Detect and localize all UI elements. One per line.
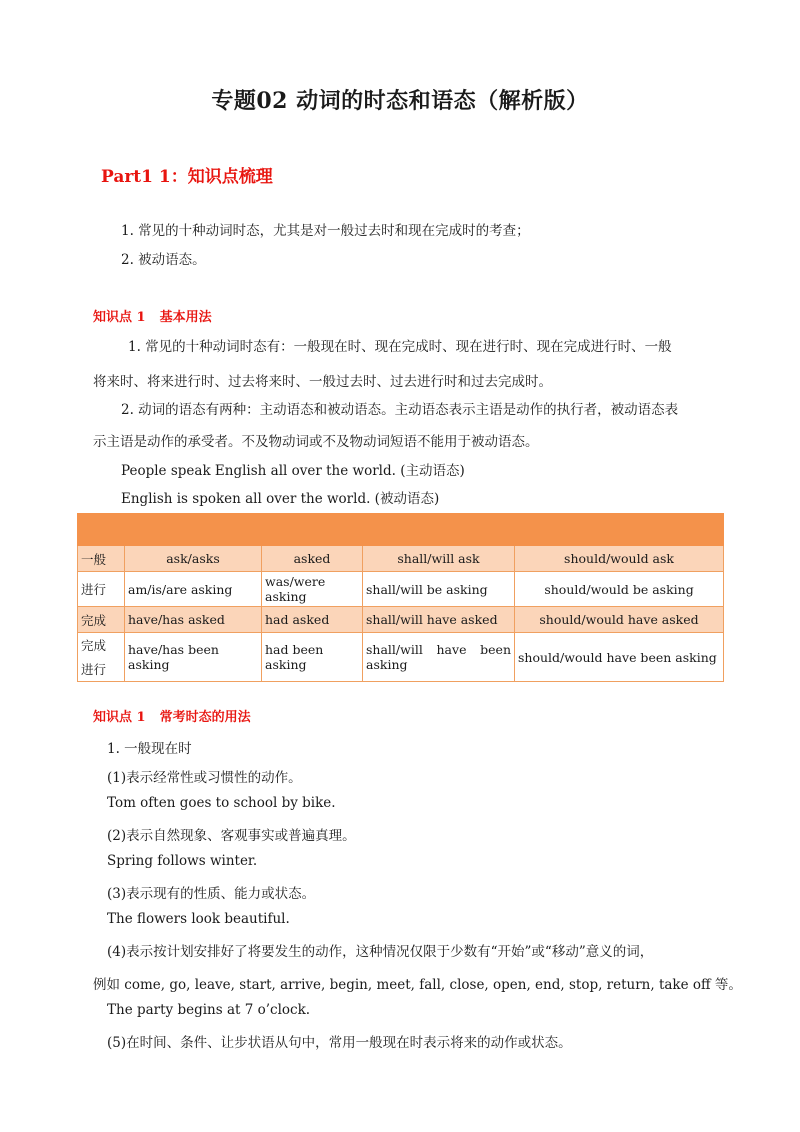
usage-line: The party begins at 7 o’clock. xyxy=(107,1002,311,1018)
table-cell: should/would be asking xyxy=(515,572,724,607)
table-row xyxy=(78,633,724,682)
table-cell: shall/will be asking xyxy=(363,572,515,607)
table-cell: should/would have been asking xyxy=(515,633,724,682)
table-cell: shall/will have asked xyxy=(363,607,515,633)
example-passive: English is spoken all over the world. (被动语态) xyxy=(121,491,440,507)
usage-line: 例如 come, go, leave, start, arrive, begin, meet, fall, close, open, end, stop, return, take off 等。 xyxy=(93,977,742,993)
table-cell: asked xyxy=(262,546,363,572)
table-cell: was/were asking xyxy=(262,572,363,607)
usage-line: (2)表示自然现象、客观事实或普遍真理。 xyxy=(107,828,356,844)
usage-line: (5)在时间、条件、让步状语从句中，常用一般现在时表示将来的动作或状态。 xyxy=(107,1035,572,1051)
knowledge-point-name: 常考时态的用法 xyxy=(159,710,251,725)
row-label: 一般 xyxy=(78,546,125,572)
intro-item-1: 1. 常见的十种动词时态，尤其是对一般过去时和现在完成时的考查； xyxy=(121,223,530,239)
row-label: 完成 xyxy=(78,607,125,633)
knowledge-point-name: 基本用法 xyxy=(159,310,212,325)
knowledge-point-label: 知识点 1 xyxy=(93,310,146,325)
table-cell: am/is/are asking xyxy=(125,572,262,607)
table-row xyxy=(78,546,724,572)
intro-item-2: 2. 被动语态。 xyxy=(121,252,206,268)
usage-line: The flowers look beautiful. xyxy=(107,911,290,927)
table-header-row xyxy=(78,514,724,546)
table-row xyxy=(78,607,724,633)
table-cell: shall/will ask xyxy=(363,546,515,572)
usage-line: Tom often goes to school by bike. xyxy=(107,795,336,811)
usage-line: (4)表示按计划安排好了将要发生的动作，这种情况仅限于少数有“开始”或“移动”意义的词， xyxy=(107,944,654,960)
row-label: 进行 xyxy=(78,572,125,607)
table-cell xyxy=(363,633,515,682)
row-label xyxy=(78,633,125,682)
tense-table xyxy=(77,513,724,682)
knowledge-point-heading-usage xyxy=(93,706,251,725)
table-cell: ask/asks xyxy=(125,546,262,572)
row-label-line-2: 进行 xyxy=(81,662,107,677)
table-cell: had asked xyxy=(262,607,363,633)
basic-paragraph-2a: 2. 动词的语态有两种：主动语态和被动语态。主动语态表示主语是动作的执行者，被动语态表 xyxy=(121,402,679,418)
example-active: People speak English all over the world. (主动语态) xyxy=(121,463,465,479)
usage-line: 1. 一般现在时 xyxy=(107,741,192,757)
table-cell-line-2: asking xyxy=(366,657,408,672)
usage-line: (1)表示经常性或习惯性的动作。 xyxy=(107,770,302,786)
table-header-cell xyxy=(78,514,724,546)
table-cell: should/would ask xyxy=(515,546,724,572)
table-cell: had been asking xyxy=(262,633,363,682)
table-cell: have/has asked xyxy=(125,607,262,633)
usage-line: (3)表示现有的性质、能力或状态。 xyxy=(107,886,316,902)
knowledge-point-heading-basic xyxy=(93,306,212,325)
basic-paragraph-1b: 将来时、将来进行时、过去将来时、一般过去时、过去进行时和过去完成时。 xyxy=(93,374,552,390)
table-cell: have/has been asking xyxy=(125,633,262,682)
page-title: 专题02 动词的时态和语态（解析版） xyxy=(211,88,589,114)
part-heading: Part1 1：知识点梳理 xyxy=(101,167,273,187)
table-cell-line-1: shall/will have been xyxy=(366,642,511,657)
usage-line: Spring follows winter. xyxy=(107,853,258,869)
basic-paragraph-1a: 1. 常见的十种动词时态有：一般现在时、现在完成时、现在进行时、现在完成进行时、一般 xyxy=(128,339,672,355)
row-label-line-1: 完成 xyxy=(81,638,107,653)
knowledge-point-label: 知识点 1 xyxy=(93,710,146,725)
basic-paragraph-2b: 示主语是动作的承受者。不及物动词或不及物动词短语不能用于被动语态。 xyxy=(93,434,539,450)
table-row xyxy=(78,572,724,607)
table-cell: should/would have asked xyxy=(515,607,724,633)
